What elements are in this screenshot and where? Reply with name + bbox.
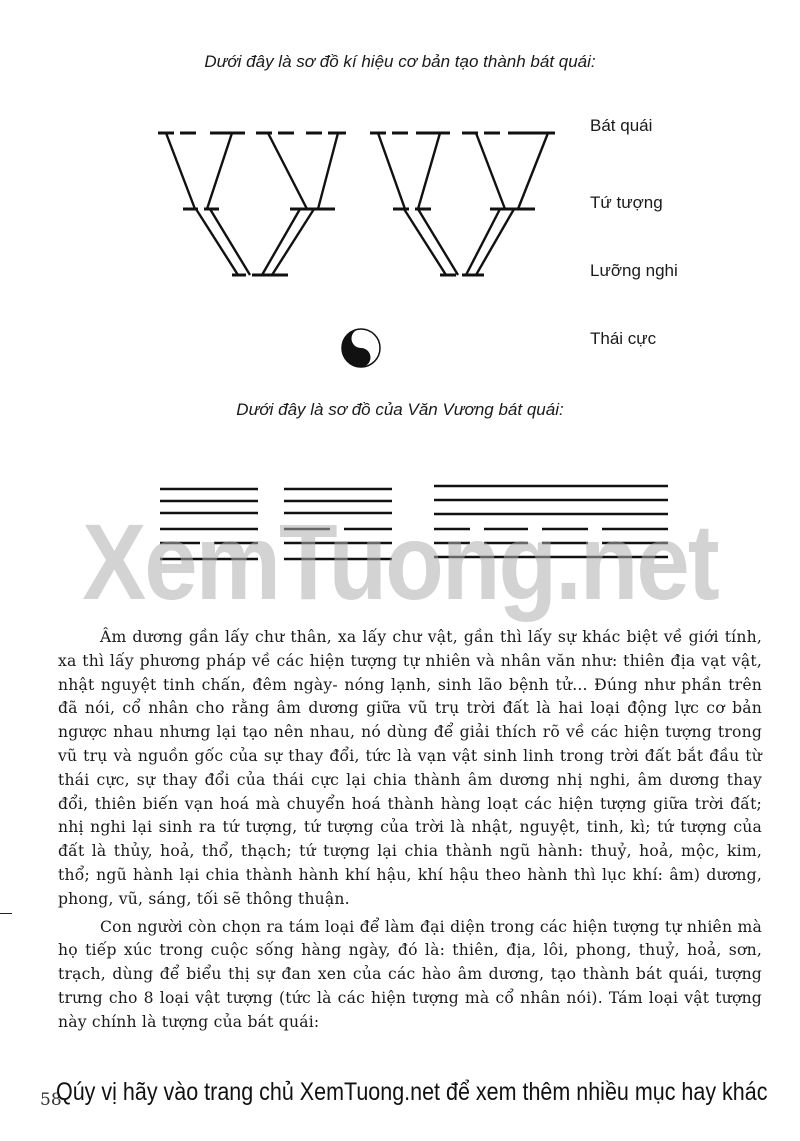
body-text bbox=[58, 626, 762, 1035]
paragraph-1: Âm dương gần lấy chư thân, xa lấy chư vật, gần thì lấy sự khác biệt về giới tính, xa thì lấy phương pháp về các hiện tượng tự nhiên và nhân văn như: thiên địa vạt vật, nhật nguyệt tinh chấn, đêm ngày- nóng lạnh, sinh lão bệnh tử... Đúng như phần trên đã nói, cổ nhân cho rằng âm dương giữa vũ trụ trời đất là hai loại động lực cơ bản ngược nhau nhưng lại tạo nên nhau, nó dùng để giải thích rõ về các hiện tượng trong vũ trụ và nguồn gốc của sự thay đổi, tức là vạn vật sinh linh trong trời đất bắt đầu từ thái cực, sự thay đổi của thái cực lại chia thành âm dương nhị nghi, âm dương thay đổi, thiên biến vạn hoá mà chuyển hoá thành hàng loạt các hiện tượng giữa trời đất; nhị nghi lại sinh ra tứ tượng, tứ tượng của trời là nhật, nguyệt, tinh, kì; tứ tượng của đất là thủy, hoả, thổ, thạch; tứ tượng lại chia thành ngũ hành: thuỷ, hoả, mộc, kim, thổ; ngũ hành lại chia thành hành khí hậu, khí hậu theo hành thì lục khí: âm) dương, phong, vũ, sáng, tối sẽ thông thuận. bbox=[58, 628, 762, 908]
page-number: 58 bbox=[40, 1090, 62, 1110]
label-tu-tuong: Tứ tượng bbox=[590, 193, 663, 212]
label-luong-nghi: Lưỡng nghi bbox=[590, 261, 678, 280]
diagram-caption-top: Dưới đây là sơ đồ kí hiệu cơ bản tạo thành bát quái: bbox=[204, 52, 596, 71]
margin-mark bbox=[0, 913, 12, 914]
label-thai-cuc: Thái cực bbox=[590, 329, 657, 348]
footer-banner[interactable]: Qúy vị hãy vào trang chủ XemTuong.net để xem thêm nhiều mục hay khác bbox=[56, 1078, 768, 1106]
label-bat-quai: Bát quái bbox=[590, 116, 653, 135]
diagram-caption-middle: Dưới đây là sơ đồ của Văn Vương bát quái: bbox=[236, 400, 564, 419]
paragraph-2: Con người còn chọn ra tám loại để làm đại diện trong các hiện tượng tự nhiên mà họ tiếp xúc trong cuộc sống hàng ngày, đó là: thiên, địa, lôi, phong, thuỷ, hoả, sơn, trạch, dùng để biểu thị sự đan xen của các hào âm dương, tạo thành bát quái, tượng trưng cho 8 loại vật tượng (tức là các hiện tượng mà cổ nhân nói). Tám loại vật tượng này chính là tượng của bát quái: bbox=[58, 917, 762, 1031]
watermark: XemTuong.net bbox=[82, 502, 718, 623]
